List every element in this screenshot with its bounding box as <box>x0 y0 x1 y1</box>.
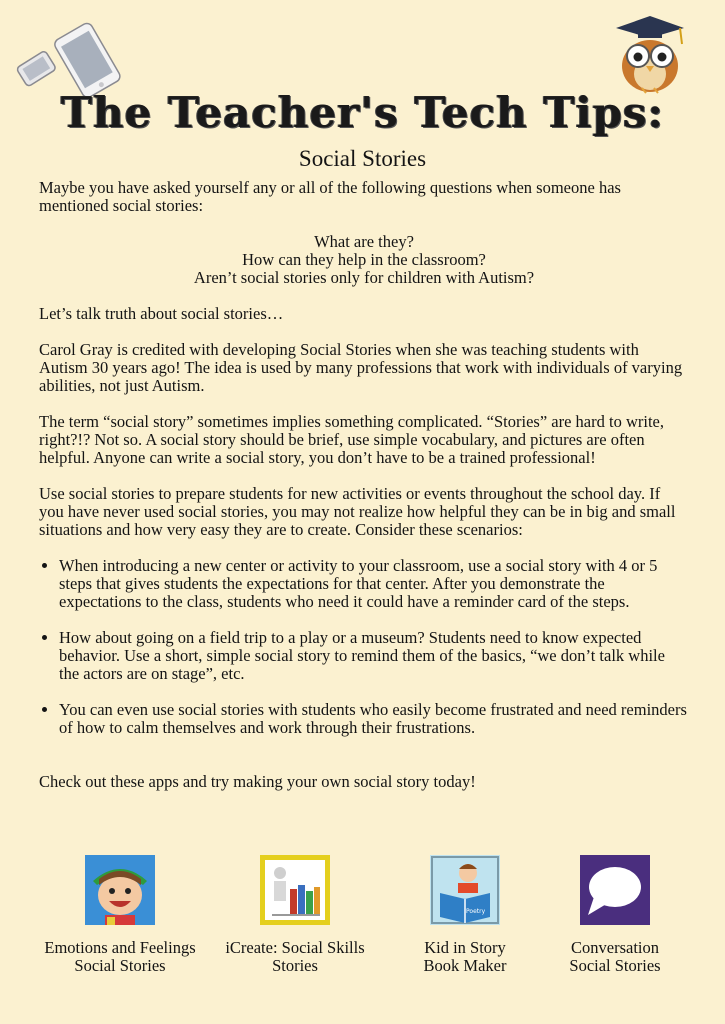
scenario-list <box>39 557 689 737</box>
app-name-line: Social Stories <box>569 956 661 975</box>
paragraph: Use social stories to prepare students for new activities or events throughout the school day. If you have never used social stories, you may not realize how helpful they can be in big and small situations and how very easy they are to create. Consider these scenarios: <box>39 484 676 539</box>
paragraph: The term “social story” sometimes implies something complicated. “Stories” are hard to write, right?!? Not so. A social story should be brief, use simple vocabulary, and pictures are often helpful. Anyone can write a social story, you don’t have to be a trained professional! <box>39 412 664 467</box>
app-icreate-social-skills <box>210 855 380 975</box>
page-title: The Teacher's Tech Tips: <box>60 88 665 137</box>
phones-icon <box>6 18 124 96</box>
paragraph: Let’s talk truth about social stories… <box>39 304 284 323</box>
app-label <box>35 939 205 975</box>
app-label <box>530 939 700 975</box>
question-line: How can they help in the classroom? <box>242 250 486 269</box>
article-body <box>39 179 689 809</box>
paragraph: Carol Gray is credited with developing Social Stories when she was teaching students with Autism 30 years ago! The idea is used by many professions that work with individuals of varying abilities, not just Autism. <box>39 340 683 395</box>
list-item: • You can even use social stories with students who easily become frustrated and need reminders of how to calm themselves and work through their frustrations. <box>59 701 689 737</box>
figure-with-books-icon <box>260 855 330 925</box>
book-cover-text: Poetry <box>466 908 486 915</box>
app-name-line: Conversation <box>571 938 659 957</box>
app-name-line: Kid in Story <box>424 938 506 957</box>
list-item: • When introducing a new center or activity to your classroom, use a social story with 4 or 5 steps that gives students the expectations for that center. After you demonstrate the expectations to the class, students who need it could have a reminder card of the steps. <box>59 557 689 611</box>
app-emotions-feelings <box>35 855 205 975</box>
app-label <box>210 939 380 975</box>
question-line: Aren’t social stories only for children with Autism? <box>193 268 535 287</box>
app-name-line: Stories <box>272 956 318 975</box>
app-label <box>380 939 550 975</box>
page-subtitle: Social Stories <box>298 146 427 171</box>
owl-graduate-icon <box>612 14 688 94</box>
app-list <box>0 855 725 985</box>
boy-face-icon <box>85 855 155 925</box>
closing-paragraph: Check out these apps and try making your own social story today! <box>39 772 476 791</box>
app-kid-in-story <box>380 855 550 975</box>
intro-paragraph: Maybe you have asked yourself any or all of the following questions when someone has mentioned social stories: <box>39 178 621 215</box>
kid-reading-book-icon <box>430 855 500 925</box>
app-name-line: Book Maker <box>423 956 507 975</box>
list-item: • How about going on a field trip to a play or a museum? Students need to know expected behavior. Use a short, simple social story to remind them of the basics, “we don’t talk while the actors are on stage”, etc. <box>59 629 689 683</box>
question-list <box>39 233 689 287</box>
app-name-line: Emotions and Feelings <box>44 938 196 957</box>
app-name-line: Social Stories <box>74 956 166 975</box>
speech-bubble-icon <box>580 855 650 925</box>
app-conversation-social-stories <box>530 855 700 975</box>
app-name-line: iCreate: Social Skills <box>225 938 365 957</box>
question-line: What are they? <box>314 232 414 251</box>
